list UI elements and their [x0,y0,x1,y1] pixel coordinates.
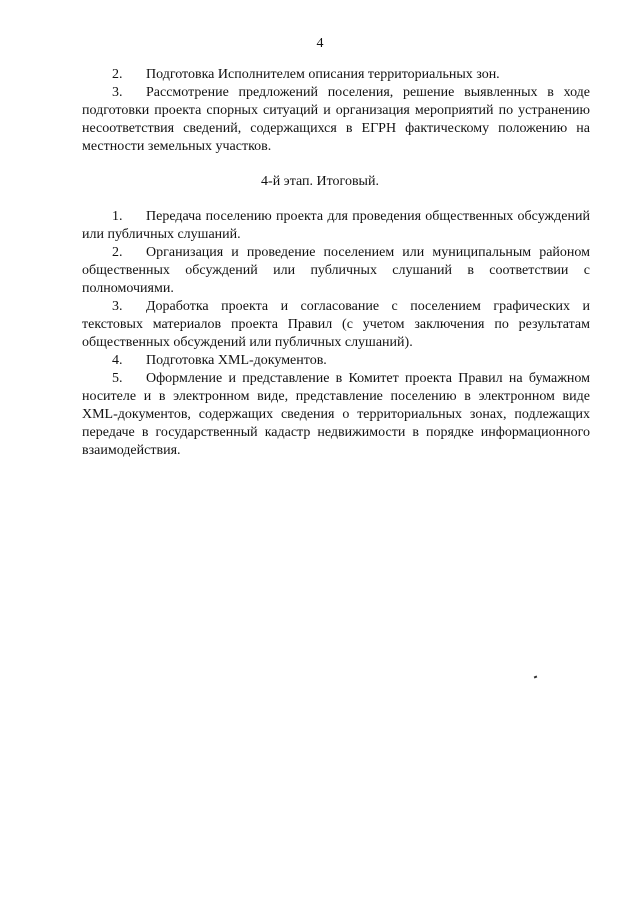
stage3-item-list [82,66,590,156]
item-text: Подготовка Исполнителем описания территориальных зон. [146,67,500,82]
list-item [82,244,590,298]
item-number: 2. [112,245,123,260]
list-item [82,208,590,244]
list-item [82,298,590,352]
list-item [82,352,590,370]
list-item [82,66,590,84]
item-number: 5. [112,371,123,386]
list-item [82,84,590,156]
item-text: Передача поселению проекта для проведения общественных обсуждений или публичных слушаний. [82,209,590,242]
item-text: Подготовка XML-документов. [146,353,327,368]
stage4-item-list [82,208,590,460]
item-number: 3. [112,85,123,100]
item-text: Организация и проведение поселением или муниципальным районом общественных обсуждений или публичных слушаний в соответствии с полномочиями. [82,245,590,296]
item-number: 1. [112,209,123,224]
item-number: 2. [112,67,123,82]
item-text: Оформление и представление в Комитет проекта Правил на бумажном носителе и в электронном виде, представление поселению в электронном виде XML-документов, содержащих сведения о территориальных зонах, подлежащих передаче в государственный кадастр недвижимости в порядке информационного взаимодействия. [82,371,590,458]
item-text: Рассмотрение предложений поселения, решение выявленных в ходе подготовки проекта спорных ситуаций и организация мероприятий по устранению несоответствия сведений, содержащихся в ЕГРН фактическому положению на местности земельных участков. [82,85,590,154]
item-text: Доработка проекта и согласование с поселением графических и текстовых материалов проекта Правил (с учетом заключения по результатам общественных обсуждений или публичных слушаний). [82,299,590,350]
section-heading: 4-й этап. Итоговый. [261,174,379,189]
page-number: 4 [316,36,324,51]
item-number: 4. [112,353,123,368]
scan-speck [534,676,538,679]
list-item [82,370,590,460]
item-number: 3. [112,299,123,314]
